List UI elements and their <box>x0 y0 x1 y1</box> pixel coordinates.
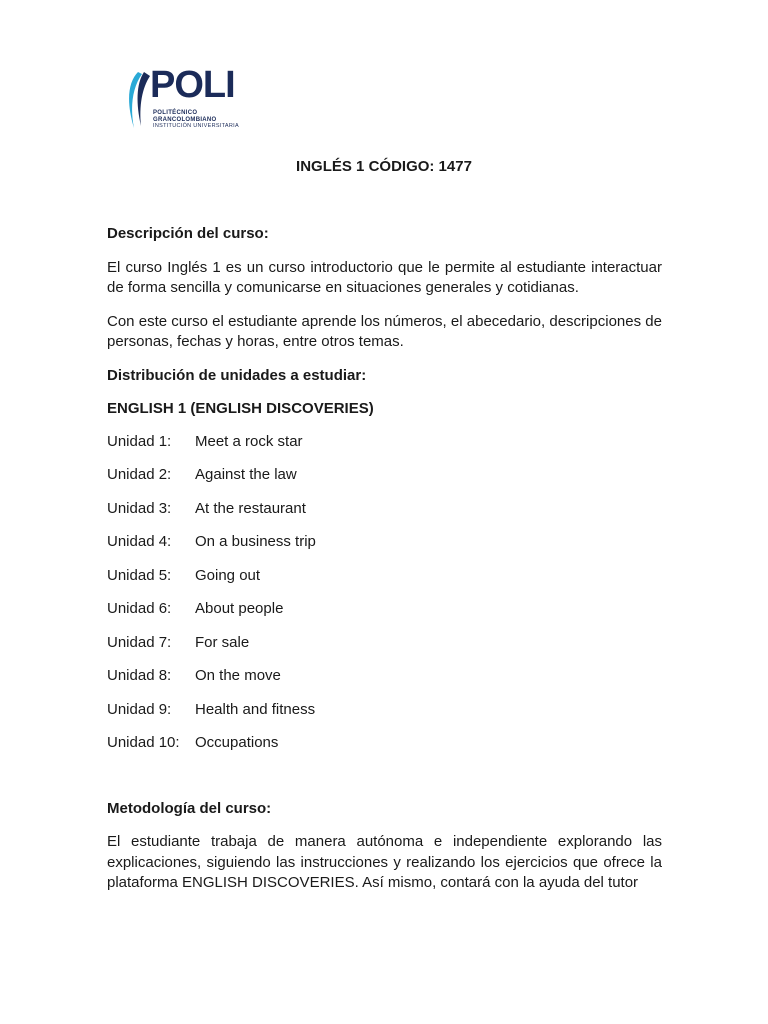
unit-topic: Meet a rock star <box>195 432 303 450</box>
distribution-heading: Distribución de unidades a estudiar: <box>107 366 367 384</box>
logo-line-1: POLITÉCNICO <box>153 110 198 116</box>
unit-topic: On the move <box>195 667 281 684</box>
unit-topic: Occupations <box>195 734 279 751</box>
list-item <box>107 733 662 767</box>
unit-label: Unidad 9: <box>107 700 172 718</box>
poli-logo <box>124 64 244 138</box>
unit-topic: About people <box>195 600 284 617</box>
unit-label: Unidad 10: <box>107 734 180 751</box>
document-title: INGLÉS 1 CÓDIGO: 1477 <box>296 158 472 175</box>
list-item <box>107 432 662 466</box>
unit-topic: For sale <box>195 633 250 651</box>
unit-label: Unidad 1: <box>107 432 172 450</box>
list-item <box>107 499 662 533</box>
unit-label: Unidad 3: <box>107 499 172 517</box>
logo-wordmark: POLI <box>150 64 235 106</box>
unit-label: Unidad 5: <box>107 566 172 584</box>
distribution-subheading: ENGLISH 1 (ENGLISH DISCOVERIES) <box>107 400 374 417</box>
methodology-heading: Metodología del curso: <box>107 799 272 817</box>
unit-label: Unidad 2: <box>107 466 172 483</box>
logo-line-3: INSTITUCIÓN UNIVERSITARIA <box>153 123 239 129</box>
unit-label: Unidad 6: <box>107 600 172 617</box>
methodology-paragraph: El estudiante trabaja de manera autónoma e independiente explorando las explicaciones, siguiendo las instrucciones y realizando los ejercicios que ofrece la plataforma ENGLISH DISCOVERIES. Así mismo, contará con la ayuda del tutor <box>107 833 662 891</box>
poli-logo-mark-icon <box>124 68 152 134</box>
list-item <box>107 633 662 667</box>
description-paragraph-1: El curso Inglés 1 es un curso introductorio que le permite al estudiante interactuar de forma sencilla y comunicarse en situaciones generales y cotidianas. <box>107 258 662 296</box>
unit-topic: At the restaurant <box>195 499 306 517</box>
unit-list <box>107 432 662 767</box>
unit-label: Unidad 8: <box>107 667 172 684</box>
list-item <box>107 599 662 633</box>
unit-label: Unidad 4: <box>107 533 172 550</box>
list-item <box>107 666 662 700</box>
unit-topic: Against the law <box>195 466 297 483</box>
unit-topic: Health and fitness <box>195 700 316 718</box>
list-item <box>107 465 662 499</box>
description-heading: Descripción del curso: <box>107 225 269 242</box>
unit-label: Unidad 7: <box>107 633 172 651</box>
list-item <box>107 700 662 734</box>
logo-line-2: GRANCOLOMBIANO <box>153 117 217 123</box>
unit-topic: On a business trip <box>195 533 316 550</box>
list-item <box>107 532 662 566</box>
description-paragraph-2: Con este curso el estudiante aprende los números, el abecedario, descripciones de personas, fechas y horas, entre otros temas. <box>107 312 662 350</box>
list-item <box>107 566 662 600</box>
unit-topic: Going out <box>195 566 261 584</box>
document-body <box>107 224 662 894</box>
